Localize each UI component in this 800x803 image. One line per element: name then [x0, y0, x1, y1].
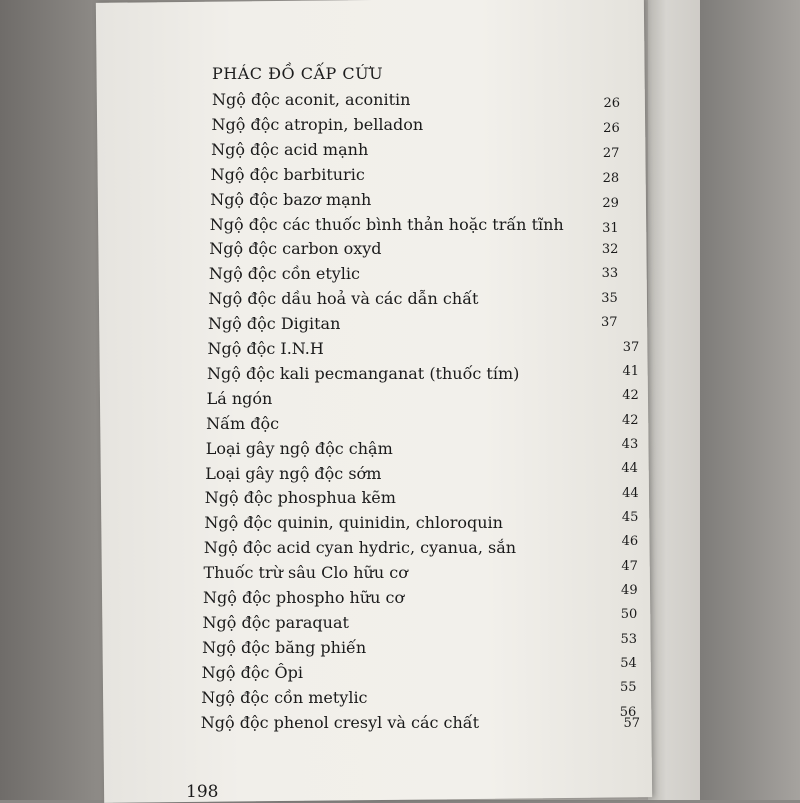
toc-row	[0, 140, 800, 166]
toc-row	[0, 461, 800, 490]
toc-entry-page: 44	[621, 461, 638, 477]
toc-entry-page: 27	[602, 145, 620, 161]
toc-entry-title: Ngộ độc carbon oxyd	[209, 239, 382, 259]
toc-entry-title: Ngộ độc bazơ mạnh	[210, 189, 372, 209]
toc-row	[0, 215, 800, 241]
toc-row	[0, 389, 800, 415]
toc-entry-page: 26	[603, 96, 620, 111]
toc-entry-title: Nấm độc	[206, 413, 280, 433]
toc-row	[0, 264, 800, 290]
toc-row	[0, 239, 800, 265]
toc-entry-page: 54	[620, 656, 637, 672]
toc-row	[0, 534, 800, 564]
toc-entry-page: 44	[622, 485, 639, 501]
toc-entry-page: 53	[620, 631, 638, 647]
toc-row	[0, 680, 800, 714]
toc-entry-title: Lá ngón	[206, 388, 273, 408]
toc-entry-title: Ngộ độc acid mạnh	[211, 139, 369, 159]
toc-entry-page: 42	[622, 388, 639, 404]
toc-row	[0, 607, 800, 639]
toc-entry-title: Ngộ độc atropin, belladon	[211, 114, 424, 134]
toc-row	[0, 485, 800, 514]
toc-row	[0, 656, 800, 689]
toc-entry-title: Ngộ độc quinin, quinidin, chloroquin	[204, 513, 503, 533]
toc-row	[0, 115, 800, 141]
toc-entry-page: 56	[619, 704, 637, 720]
toc-entry-page: 47	[621, 558, 638, 574]
toc-entry-page: 41	[622, 363, 640, 379]
toc-row	[0, 90, 800, 116]
toc-entry-title: Ngộ độc phenol cresyl và các chất	[200, 712, 480, 732]
toc-row	[0, 631, 800, 664]
toc-entry-page: 46	[621, 534, 639, 550]
toc-entry-page: 50	[620, 607, 638, 623]
toc-entry-title: Ngộ độc kali pecmanganat (thuốc tím)	[207, 363, 520, 383]
toc-entry-page: 42	[621, 412, 639, 428]
toc-entry-page: 55	[619, 680, 637, 696]
toc-row	[0, 364, 800, 390]
toc-row	[0, 339, 800, 365]
toc-entry-title: Loại gây ngộ độc sớm	[205, 463, 382, 483]
toc-entry-page: 35	[601, 290, 618, 306]
toc-entry-title: Ngộ độc acid cyan hydric, cyanua, sắn	[203, 538, 517, 558]
toc-entry-title: Loại gây ngộ độc chậm	[205, 438, 393, 458]
toc-row	[0, 436, 800, 465]
toc-entry-page: 43	[621, 436, 639, 452]
toc-entry-title: Ngộ độc Digitan	[207, 314, 341, 334]
toc-entry-page: 37	[622, 339, 640, 355]
toc-entry-page: 32	[601, 242, 619, 258]
toc-entry-title: Ngộ độc cồn etylic	[208, 264, 360, 284]
toc-entry-page: 37	[601, 315, 618, 331]
toc-row	[0, 558, 800, 589]
toc-entry-title: Ngộ độc paraquat	[202, 612, 349, 632]
toc-row	[0, 583, 800, 614]
toc-row	[0, 414, 800, 440]
toc-entry-title: Ngộ độc aconit, aconitin	[212, 90, 411, 109]
toc-entry-page: 28	[602, 170, 620, 186]
toc-entry-page: 45	[621, 509, 639, 525]
toc-entry-title: Ngộ độc phospho hữu cơ	[203, 588, 405, 607]
toc-row	[0, 190, 800, 216]
toc-row	[0, 165, 800, 191]
toc-row	[0, 314, 800, 340]
toc-entry-title: Ngộ độc cồn metylic	[201, 687, 368, 707]
toc-entry-title: Ngộ độc phosphua kẽm	[204, 488, 396, 508]
toc-entry-title: Ngộ độc băng phiến	[202, 637, 367, 657]
toc-entry-title: Thuốc trừ sâu Clo hữu cơ	[203, 563, 408, 583]
extra-page-number-row	[0, 716, 800, 742]
toc-entry-page: 31	[602, 220, 619, 236]
toc-entry-title: Ngộ độc các thuốc bình thản hoặc trấn tĩnh	[209, 214, 564, 234]
toc-entry-title: Ngộ độc dầu hoả và các dẫn chất	[208, 289, 479, 309]
toc-entry-page: 29	[602, 195, 619, 211]
toc-entry-page: 26	[603, 120, 620, 136]
toc-entry-title: Ngộ độc I.N.H	[207, 339, 324, 358]
folio-page-number: 198	[186, 782, 219, 802]
toc-row	[0, 509, 800, 539]
toc-entry-title: Ngộ độc barbituric	[210, 164, 365, 184]
toc-entry-page: 33	[601, 266, 619, 282]
toc-entry-title: Ngộ độc Ôpi	[201, 662, 303, 682]
extra-page-number: 57	[623, 716, 640, 731]
toc-row	[0, 289, 800, 315]
toc-entry-page: 49	[621, 583, 638, 598]
section-heading: PHÁC ĐỒ CẤP CỨU	[212, 64, 384, 83]
